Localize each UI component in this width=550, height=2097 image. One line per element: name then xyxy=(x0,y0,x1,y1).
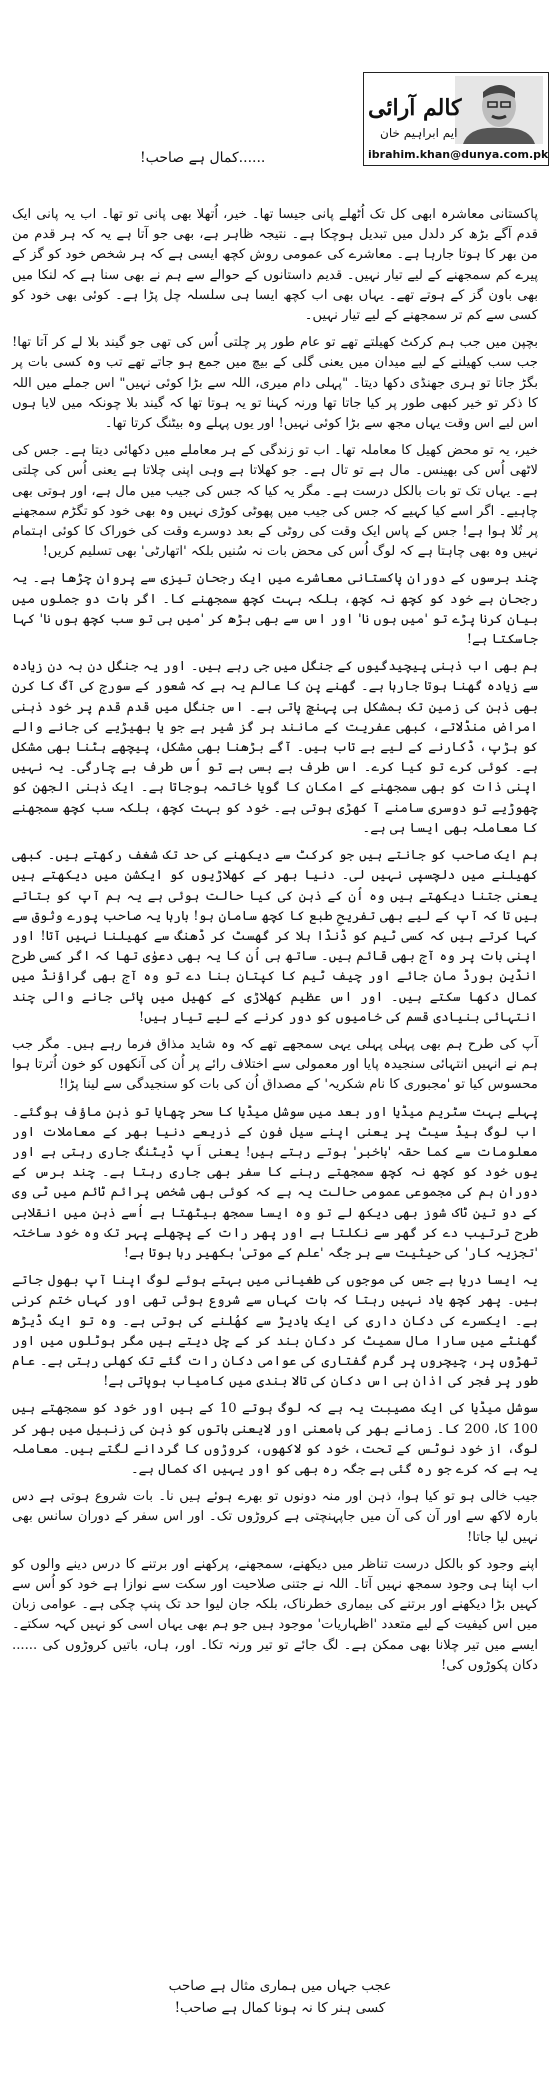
article-paragraph: پہلے بہت سٹریم میڈیا اور بعد میں سوشل میڈیا کا سحر چھایا تو ذہن ماؤف ہوگئے۔ اب لوگ ہیڈ سیٹ پر یعنی اپنے سیل فون کے ذریعے دنیا بھر کے معاملات اور معلومات سے کما حقہ 'باخبر' ہوتے رہتے ہیں! یعنی اَپ ڈیٹنگ جاری رہتی ہے اور یوں خود کو کچھ نہ کچھ سمجھتے رہنے کا سفر بھی جاری رہتا ہے۔ چند برس کے دوران ہم کی مجموعی عمومی حالت یہ ہے کہ کوئی بھی شخص پرائم ٹائم میں ٹی وی کے دو تین ٹاک شوز بھی دیکھ لے تو وہ ایسا سمجھ بیٹھتا ہے اُسے ذہن میں انقلابی طرح ترتیب دے کر گھر سے نکلتا ہے اور پھر رات کے پچھلے پہر تک وہ خود ساختہ 'تجزیہ کار' کی حیثیت سے ہر جگہ 'علم کے موتی' بکھیر رہا ہوتا ہے! xyxy=(12,1104,538,1261)
verse-line: کسی ہنر کا نہ ہونا کمال ہے صاحب! xyxy=(174,2000,386,2016)
article-paragraph: ہم ایک صاحب کو جانتے ہیں جو کرکٹ سے دیکھنے کی حد تک شغف رکھتے ہیں۔ کبھی کھیلنے میں دلچسپی نہیں لی۔ دنیا بھر کے کھلاڑیوں کو ایکشن میں دیکھتے ہیں یعنی جتنا دیکھتے ہیں وہ اُن کے ذہن کی کیا حالت ہوئی ہے یہ ہم آپ کو بتاتے ہیں تا کہ آپ کے لیے بھی تفریحِ طبع کا کچھ سامان ہو! بارہا یہ صاحب پورے وثوق سے کہا کرتے ہیں کہ کسی ٹیم کو ڈنڈا ہلا کر گھسٹ کر ڈھنگ سے کھیلنا نہیں آتا! اور اپنی بات پر وہ آج بھی قائم ہیں۔ ساتھ ہی اُن کا یہ بھی دعوٰی تھا کہ اگر کسی طرح انڈین بورڈ مان جائے اور چیف ٹیم کا کپتان بنا دے تو وہ آج بھی گراؤنڈ میں کمال دکھا سکتے ہیں۔ اور اس عظیم کھلاڑی کے کھیل میں پائی جانے والی چند انتہائی بنیادی قسم کی خامیوں کو دور کرنے کے لیے تیار ہیں! xyxy=(12,848,538,1025)
closing-verse xyxy=(150,1975,410,2019)
article-paragraph: جیب خالی ہو تو کیا ہوا، ذہن اور منہ دونوں تو بھرے ہوئے ہیں نا۔ بات شروع ہوتی ہے دس بارہ لاکھ سے اور آن کی آن میں جاپہنچتی ہے کروڑوں تک۔ اور اس سفر کے دوران سانس بھی نہیں لیا جاتا! xyxy=(12,1489,538,1545)
article-body xyxy=(12,205,538,1683)
verse-line: عجب جہاں میں ہماری مثال ہے صاحب xyxy=(168,1978,392,1994)
author-portrait-icon xyxy=(455,76,543,144)
article-paragraph: ہم بھی اب ذہنی پیچیدگیوں کے جنگل میں جی رہے ہیں۔ اور یہ جنگل دن بہ دن زیادہ سے زیادہ گھنا ہوتا جارہا ہے۔ گھنے پن کا عالم یہ ہے کہ شعور کے سورج کی آگ کا کرن بھی ذہن کی زمین تک بمشکل ہی پہنچ پاتی ہے۔ اس جنگل میں قدم قدم پر خود ذہنی امراض منڈلاتے، کبھی عفریت کے مانند ہر گز شیر ہے جو یا بھیڑیے کی جانے والے کو ہڑپ، ڈکارنے کے لیے بے تاب ہیں۔ آگے بڑھنا بھی مشکل، پیچھے ہٹنا بھی مشکل ہے۔ کوئی کرے تو کیا کرے۔ اس طرف بے بسی ہے تو اُس طرف بے چارگی۔ یہ نہیں اپنی ذات کو بھی سمجھنے کے امکان کا گویا خاتمہ ہوجاتا ہے۔ ایک ذہنی الجھن کو چھوڑیے تو دوسری سامنے آ کھڑی ہوتی ہے۔ خود کو بہت کچھ، بلکہ سب کچھ سمجھنے کا معاملہ بھی ایسا ہی ہے۔ xyxy=(12,659,538,836)
article-paragraph: بچپن میں جب ہم کرکٹ کھیلتے تھے تو عام طور پر چلتی اُس کی تھی جو گیند بلا لے کر آتا تھا! جب سب کھیلنے کے لیے میدان میں یعنی گلی کے بیچ میں جمع ہو جاتے تھے تب وہ کسی بات پر بگڑ جاتا تو ہری جھنڈی دکھا دیتا۔ "پہلی دام میری، اللہ سے بڑا کوئی نہیں" اس جملے میں اللہ کا ذکر تو خیر کبھی طور پر کیا جاتا تھا ورنہ کہنا تو یہ ہوتا تھا کہ گیند بلا چونکہ میں لایا ہوں اس لیے اس وقت یہاں مجھ سے بڑا کوئی نہیں! اور یوں پہلے وہ بیٹنگ کرتا تھا۔ xyxy=(12,335,538,432)
article-paragraph: چند برسوں کے دوران پاکستانی معاشرے میں ایک رجحان تیزی سے پروان چڑھا ہے۔ یہ رجحان ہے خود کو کچھ نہ کچھ، بلکہ بہت کچھ سمجھنے کا۔ اگر بات دو جملوں میں بیان کرنا پڑے تو 'میں ہوں نا' اور اس سے بھی بڑھ کر 'میں ہی تو سب کچھ ہوں نا' کہا جاسکتا ہے! xyxy=(12,571,538,648)
author-photo xyxy=(455,76,543,144)
article-paragraph: خیر، یہ تو محض کھیل کا معاملہ تھا۔ اب تو زندگی کے ہر معاملے میں دکھائی دیتا ہے۔ جس کی لاٹھی اُس کی بھینس۔ مال ہے تو تال ہے۔ جو کھلاتا ہے وہی اپنی چلاتا ہے یعنی اُس کی چلتی ہے۔ یہاں تک تو بات بالکل درست ہے۔ مگر یہ کیا کہ جس کی جیب میں مال ہے، اور ہوتی بھی چاہیے۔ اگر اسے کیا کہیے کہ جس کی جیب میں پھوٹی کوڑی نہیں وہ بھی خود کو تگڑم سمجھنے پر تُلا ہوا ہے! جس کے پاس ایک وقت کی روٹی کے بعد دوسرے وقت کی خوراک کا کوئی اہتمام نہیں وہ بھی چاہتا ہے کہ لوگ اُس کی محض بات نہ سُنیں بلکہ 'اتھارٹی' بھی تسلیم کریں! xyxy=(12,443,538,560)
column-header xyxy=(0,0,550,160)
article-paragraph: آپ کی طرح ہم بھی پہلی پہلی یہی سمجھے تھے کہ وہ شاید مذاق فرما رہے ہیں۔ مگر جب ہم نے انہیں انتہائی سنجیدہ پایا اور معمولی سے اختلاف رائے پر اُن کی آنکھوں کو خون اُترتا ہوا محسوس کیا تو 'مجبوری کا نام شکریہ' کے مصداق اُن کی بات کو سنجیدگی سے لینا پڑا! xyxy=(12,1036,538,1093)
author-name: ایم ابراہیم خان xyxy=(380,126,458,140)
column-name: کالم آرائی xyxy=(368,95,462,121)
article-paragraph: اپنے وجود کو بالکل درست تناظر میں دیکھنے، سمجھنے، پرکھنے اور برتنے کا درس دینے والوں کو اب اپنا ہی وجود سمجھ نہیں آتا۔ اللہ نے جتنی صلاحیت اور سکت سے نوازا ہے خود کو اُس سے کہیں بڑا دیکھنے اور برتنے کی بیماری خطرناک، بلکہ جان لیوا حد تک پنپ چکی ہے۔ عوامی زبان میں اس کیفیت کے لیے متعدد 'اظہاریات' موجود ہیں جو ہم بھی یہاں اسی کو نہیں کہہ سکتے۔ ایسے میں تیر چلانا بھی ممکن ہے۔ لگ جائے تو تیر ورنہ تکا۔ اور، ہاں، باتیں کروڑوں کی ...... دکان پکوڑوں کی! xyxy=(12,1556,538,1673)
article-paragraph: یہ ایسا دریا ہے جس کی موجوں کی طغیانی میں بہتے ہوئے لوگ اپنا آپ بھول جاتے ہیں۔ پھر کچھ یاد نہیں رہتا کہ بات کہاں سے شروع ہوئی تھی اور کہاں ختم کرنی ہے۔ ایکسرے کی دکان داری کی ایک یادیڑ سے کھُلنے کی ہوتی ہے۔ وہ تو ایک ڈیڑھ گھنٹے میں سارا مال سمیٹ کر دکان بند کر کے چل دیتے ہیں مگر ہوٹلوں میں اور تھڑوں پر، چیچروں پر گرم گفتاری کی عوامی دکان رات گئے تک کھلی رہتی ہے۔ عام طور پر فجر کی اذان ہی اس دکان کی تالا بندی میں کامیاب ہوپاتی ہے! xyxy=(12,1273,538,1390)
author-email: ibrahim.khan@dunya.com.pk xyxy=(368,148,549,161)
article-title: ......کمال ہے صاحب! xyxy=(140,150,266,166)
article-paragraph: پاکستانی معاشرہ ابھی کل تک اُٹھلے پانی جیسا تھا۔ خیر، اُتھلا بھی پانی تو تھا۔ اب یہ پانی ایک قدم آگے بڑھ کر دلدل میں تبدیل ہوچکا ہے۔ نتیجہ ظاہر ہے، بھی جو آتا ہے یہ کہ ہر قدم من من بھر کا ہوتا جارہا ہے۔ معاشرے کی عمومی روش کچھ ایسی ہے کہ ہر شخص خود کو گز کے پیرے کم سمجھنے کے لیے تیار نہیں۔ قدیم داستانوں کے حوالے سے ہم نے بھی سنا ہے کہ لنکا میں بھی باون گز کے ہوتے تھے۔ یہاں بھی اب کچھ ایسا ہی سلسلہ چل پڑا ہے۔ کوئی بھی خود کو کسی سے کم تر سمجھنے کے لیے تیار نہیں۔ xyxy=(12,207,538,324)
article-paragraph: سوشل میڈیا کی ایک مصیبت یہ ہے کہ لوگ ہوتے 10 کے ہیں اور خود کو سمجھتے ہیں 100 کا، 200 کا۔ زمانے بھر کی بامعنی اور لایعنی باتوں کو ذہن کی زنبیل میں بھر کر لوگ، از خود نوٹس کے تحت، خود کو لاکھوں، کروڑوں کا گردانے لگتے ہیں۔ معاملہ یہ ہے کہ کرے جو رہ گئی ہے جگہ رہ بھی کو اور یہیں اک کمال ہے۔ xyxy=(12,1401,539,1477)
